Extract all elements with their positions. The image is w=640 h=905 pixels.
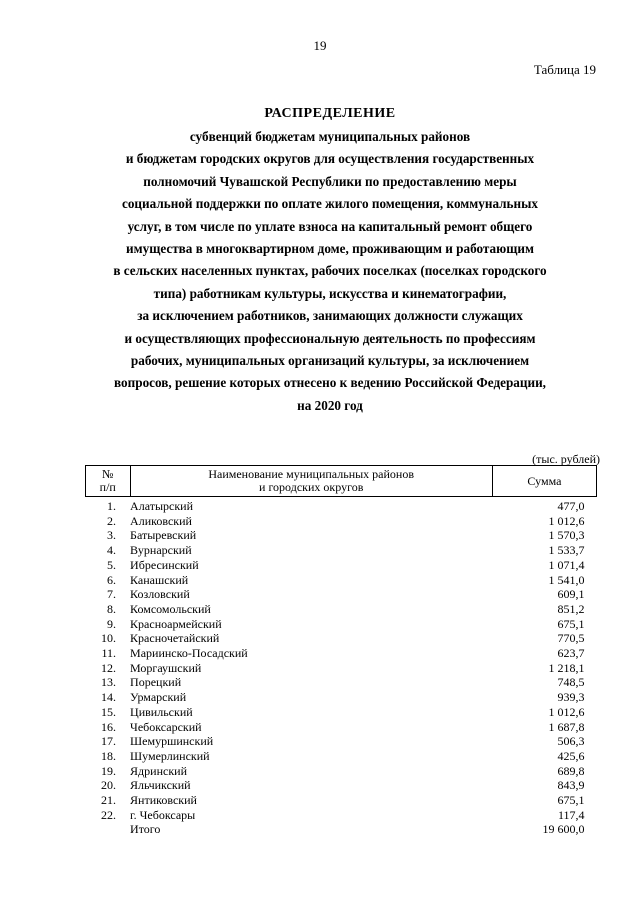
table-row xyxy=(86,602,597,617)
row-sum: 675,1 xyxy=(557,616,585,631)
title-line: типа) работникам культуры, искусства и кинематографии, xyxy=(153,285,507,301)
row-number: 15. xyxy=(101,704,117,719)
row-number: 22. xyxy=(101,807,117,822)
row-name: Моргаушский xyxy=(130,660,202,675)
row-sum: 1 012,6 xyxy=(548,704,585,719)
title-line: полномочий Чувашской Республики по предоставлению меры xyxy=(143,173,517,189)
row-name: Алатырский xyxy=(130,499,194,513)
row-sum: 843,9 xyxy=(557,778,585,793)
document-title xyxy=(70,106,590,417)
total-label: Итого xyxy=(130,822,161,837)
total-sum: 19 600,0 xyxy=(542,822,585,837)
table-row xyxy=(86,705,597,720)
table-row xyxy=(86,543,597,558)
row-name: Ядринский xyxy=(130,763,187,778)
table-row xyxy=(86,778,597,793)
header-number xyxy=(86,466,131,497)
row-number: 2. xyxy=(107,513,117,528)
row-number: 12. xyxy=(101,660,117,675)
table-row xyxy=(86,617,597,632)
row-name: Янтиковский xyxy=(130,793,197,808)
row-number: 1. xyxy=(107,499,117,513)
table-row xyxy=(86,749,597,764)
row-sum: 939,3 xyxy=(557,690,585,705)
row-number: 6. xyxy=(107,572,117,587)
row-name: Красноармейский xyxy=(130,616,222,631)
row-sum: 689,8 xyxy=(557,763,585,778)
row-sum: 1 541,0 xyxy=(548,572,585,587)
row-sum: 477,0 xyxy=(557,499,585,513)
table-label: Таблица 19 xyxy=(533,62,596,77)
row-number: 17. xyxy=(101,734,117,749)
row-number: 13. xyxy=(101,675,117,690)
table-header-row xyxy=(86,466,597,497)
page-number: 19 xyxy=(313,38,327,53)
row-number: 8. xyxy=(107,601,117,616)
row-sum: 1 533,7 xyxy=(548,543,585,558)
table-row xyxy=(86,720,597,735)
table-row xyxy=(86,558,597,573)
table-row xyxy=(86,793,597,808)
row-name: Козловский xyxy=(130,587,190,602)
header-name-line1: Наименование муниципальных районов xyxy=(208,467,415,481)
row-number: 5. xyxy=(107,557,117,572)
row-name: Урмарский xyxy=(130,690,187,705)
table-row xyxy=(86,690,597,705)
row-name: Батыревский xyxy=(130,528,197,543)
row-name: Ибресинский xyxy=(130,557,199,572)
row-sum: 1 218,1 xyxy=(548,660,585,675)
table-row xyxy=(86,528,597,543)
table-row xyxy=(86,587,597,602)
title-line: вопросов, решение которых отнесено к ведению Российской Федерации, xyxy=(114,375,546,391)
title-line: за исключением работников, занимающих должности служащих xyxy=(137,308,523,324)
row-sum: 623,7 xyxy=(557,646,585,661)
table-row xyxy=(86,514,597,529)
table-row xyxy=(86,808,597,823)
title-line: и осуществляющих профессиональную деятельность по профессиям xyxy=(124,330,536,346)
row-sum: 117,4 xyxy=(557,807,585,822)
row-name: Вурнарский xyxy=(130,543,192,558)
title-line: в сельских населенных пунктах, рабочих поселках (поселках городского xyxy=(113,263,547,279)
row-sum: 1 687,8 xyxy=(548,719,585,734)
row-name: Красночетайский xyxy=(130,631,220,646)
row-number: 3. xyxy=(107,528,117,543)
header-number-line1: № xyxy=(102,467,114,481)
row-name: Шумерлинский xyxy=(130,748,210,763)
header-sum: Сумма xyxy=(492,466,596,497)
title-line: услуг, в том числе по уплате взноса на капитальный ремонт общего xyxy=(127,218,533,234)
title-line: социальной поддержки по оплате жилого помещения, коммунальных xyxy=(121,196,539,212)
row-sum: 748,5 xyxy=(557,675,585,690)
row-name: Порецкий xyxy=(130,675,182,690)
row-number: 21. xyxy=(101,793,117,808)
title-line: рабочих, муниципальных организаций культуры, за исключением xyxy=(130,353,530,369)
row-number: 16. xyxy=(101,719,117,734)
row-number: 18. xyxy=(101,748,117,763)
row-sum: 506,3 xyxy=(557,734,585,749)
row-name: Чебоксарский xyxy=(130,719,202,734)
header-number-line2: п/п xyxy=(99,480,116,494)
table-row xyxy=(86,661,597,676)
row-sum: 770,5 xyxy=(557,631,585,646)
row-number: 9. xyxy=(107,616,117,631)
row-sum: 675,1 xyxy=(557,793,585,808)
units-note: (тыс. рублей) xyxy=(532,452,600,466)
row-name: г. Чебоксары xyxy=(130,807,196,822)
row-sum: 609,1 xyxy=(557,587,585,602)
total-row xyxy=(86,822,597,837)
row-number: 19. xyxy=(101,763,117,778)
row-sum: 1 570,3 xyxy=(548,528,585,543)
header-name xyxy=(130,466,492,497)
row-name: Комсомольский xyxy=(130,601,211,616)
table-row xyxy=(86,631,597,646)
row-number: 4. xyxy=(107,543,117,558)
row-number: 11. xyxy=(101,646,117,661)
distribution-table xyxy=(85,465,597,837)
table-row xyxy=(86,734,597,749)
row-name: Канашский xyxy=(130,572,189,587)
table-row xyxy=(86,764,597,779)
table-row xyxy=(86,573,597,588)
table-row xyxy=(86,675,597,690)
row-number: 10. xyxy=(101,631,117,646)
row-name: Цивильский xyxy=(130,704,193,719)
row-sum: 851,2 xyxy=(557,601,585,616)
row-sum: 1 071,4 xyxy=(548,557,585,572)
total-number-cell xyxy=(86,822,131,837)
row-name: Мариинско-Посадский xyxy=(130,646,248,661)
row-sum: 425,6 xyxy=(557,748,585,763)
title-line: имущества в многоквартирном доме, проживающим и работающим xyxy=(126,241,534,257)
row-sum: 1 012,6 xyxy=(548,513,585,528)
table-row xyxy=(86,497,597,514)
title-line: и бюджетам городских округов для осуществления государственных xyxy=(125,151,535,167)
header-name-line2: и городских округов xyxy=(259,480,364,494)
title-heading: РАСПРЕДЕЛЕНИЕ xyxy=(264,106,396,121)
table-body xyxy=(86,497,597,838)
table-row xyxy=(86,646,597,661)
title-line: на 2020 год xyxy=(297,397,363,413)
row-name: Яльчикский xyxy=(130,778,191,793)
row-number: 7. xyxy=(107,587,117,602)
row-number: 20. xyxy=(101,778,117,793)
row-name: Шемуршинский xyxy=(130,734,214,749)
row-number: 14. xyxy=(101,690,117,705)
row-name: Аликовский xyxy=(130,513,192,528)
title-line: субвенций бюджетам муниципальных районов xyxy=(189,129,471,144)
